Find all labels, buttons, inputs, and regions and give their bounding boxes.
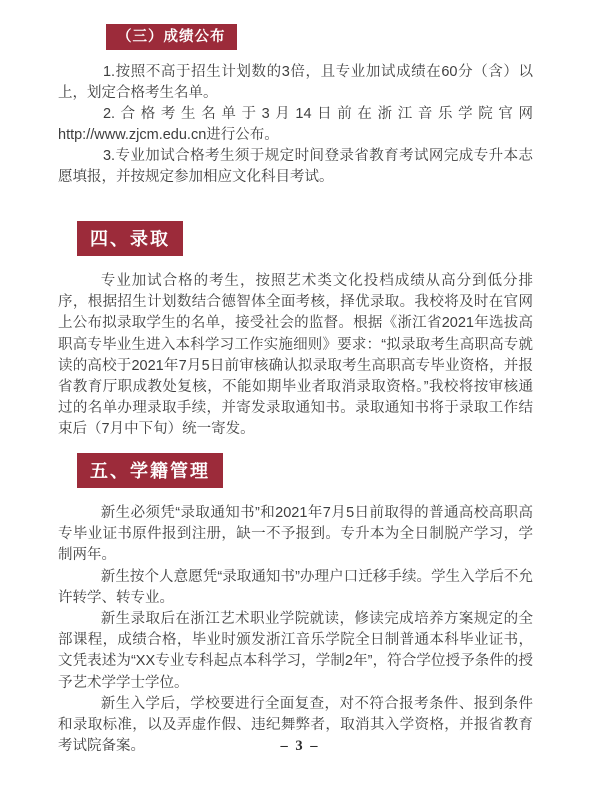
paragraph: 新生入学后，学校要进行全面复查，对不符合报考条件、报到条件和录取标准，以及弄虚作假、违纪舞弊者，取消其入学资格，并报省教育考试院备案。 xyxy=(58,695,533,755)
section-heading-admission: 四、录取 xyxy=(77,221,183,256)
list-item: 1.按照不高于招生计划数的3倍，且专业加试成绩在60分（含）以上，划定合格考生名单。 xyxy=(58,63,533,101)
paragraph: 专业加试合格的考生，按照艺术类文化投档成绩从高分到低分排序，根据招生计划数结合德智体全面考核，择优录取。我校将及时在官网上公布拟录取学生的名单，接受社会的监督。根据《浙江省2021年选拔高职高专毕业生进入本科学习工作实施细则》要求：“拟录取考生高职高专就读的高校于2021年7月5日前审核确认拟录取考生高职高专毕业资格，并报省教育厅职成教处复核，不能如期毕业者取消录取资格。”我校将按审核通过的名单办理录取手续，并寄发录取通知书。录取通知书将于录取工作结束后（7月中下旬）统一寄发。 xyxy=(58,273,533,438)
score-announcement-items xyxy=(58,62,533,188)
paragraph: 新生录取后在浙江艺术职业学院就读，修读完成培养方案规定的全部课程，成绩合格，毕业时颁发浙江音乐学院全日制普通本科毕业证书，文凭表述为“XX专业专科起点本科学习，学制2年”，符合学位授予条件的授予艺术学学士学位。 xyxy=(58,611,533,691)
section-score-announcement xyxy=(58,24,533,188)
list-item: 2.合格考生名单于3月14日前在浙江音乐学院官网 http://www.zjcm.edu.cn进行公布。 xyxy=(58,105,533,143)
enrollment-status-paragraphs xyxy=(58,503,533,757)
paragraph: 新生按个人意愿凭“录取通知书”办理户口迁移手续。学生入学后不允许转学、转专业。 xyxy=(58,568,533,606)
section-heading-enrollment-status: 五、学籍管理 xyxy=(77,453,223,488)
section-enrollment-status xyxy=(58,453,533,757)
page-number: – 3 – xyxy=(280,738,320,754)
section-heading-score-announcement: （三）成绩公布 xyxy=(106,24,237,50)
paragraph: 新生必须凭“录取通知书”和2021年7月5日前取得的普通高校高职高专毕业证书原件报到注册，缺一不予报到。专升本为全日制脱产学习，学制两年。 xyxy=(58,505,533,564)
section-admission xyxy=(58,221,533,441)
list-item: 3.专业加试合格考生须于规定时间登录省教育考试网完成专升本志愿填报，并按规定参加相应文化科目考试。 xyxy=(58,147,533,185)
admission-paragraphs xyxy=(58,271,533,441)
